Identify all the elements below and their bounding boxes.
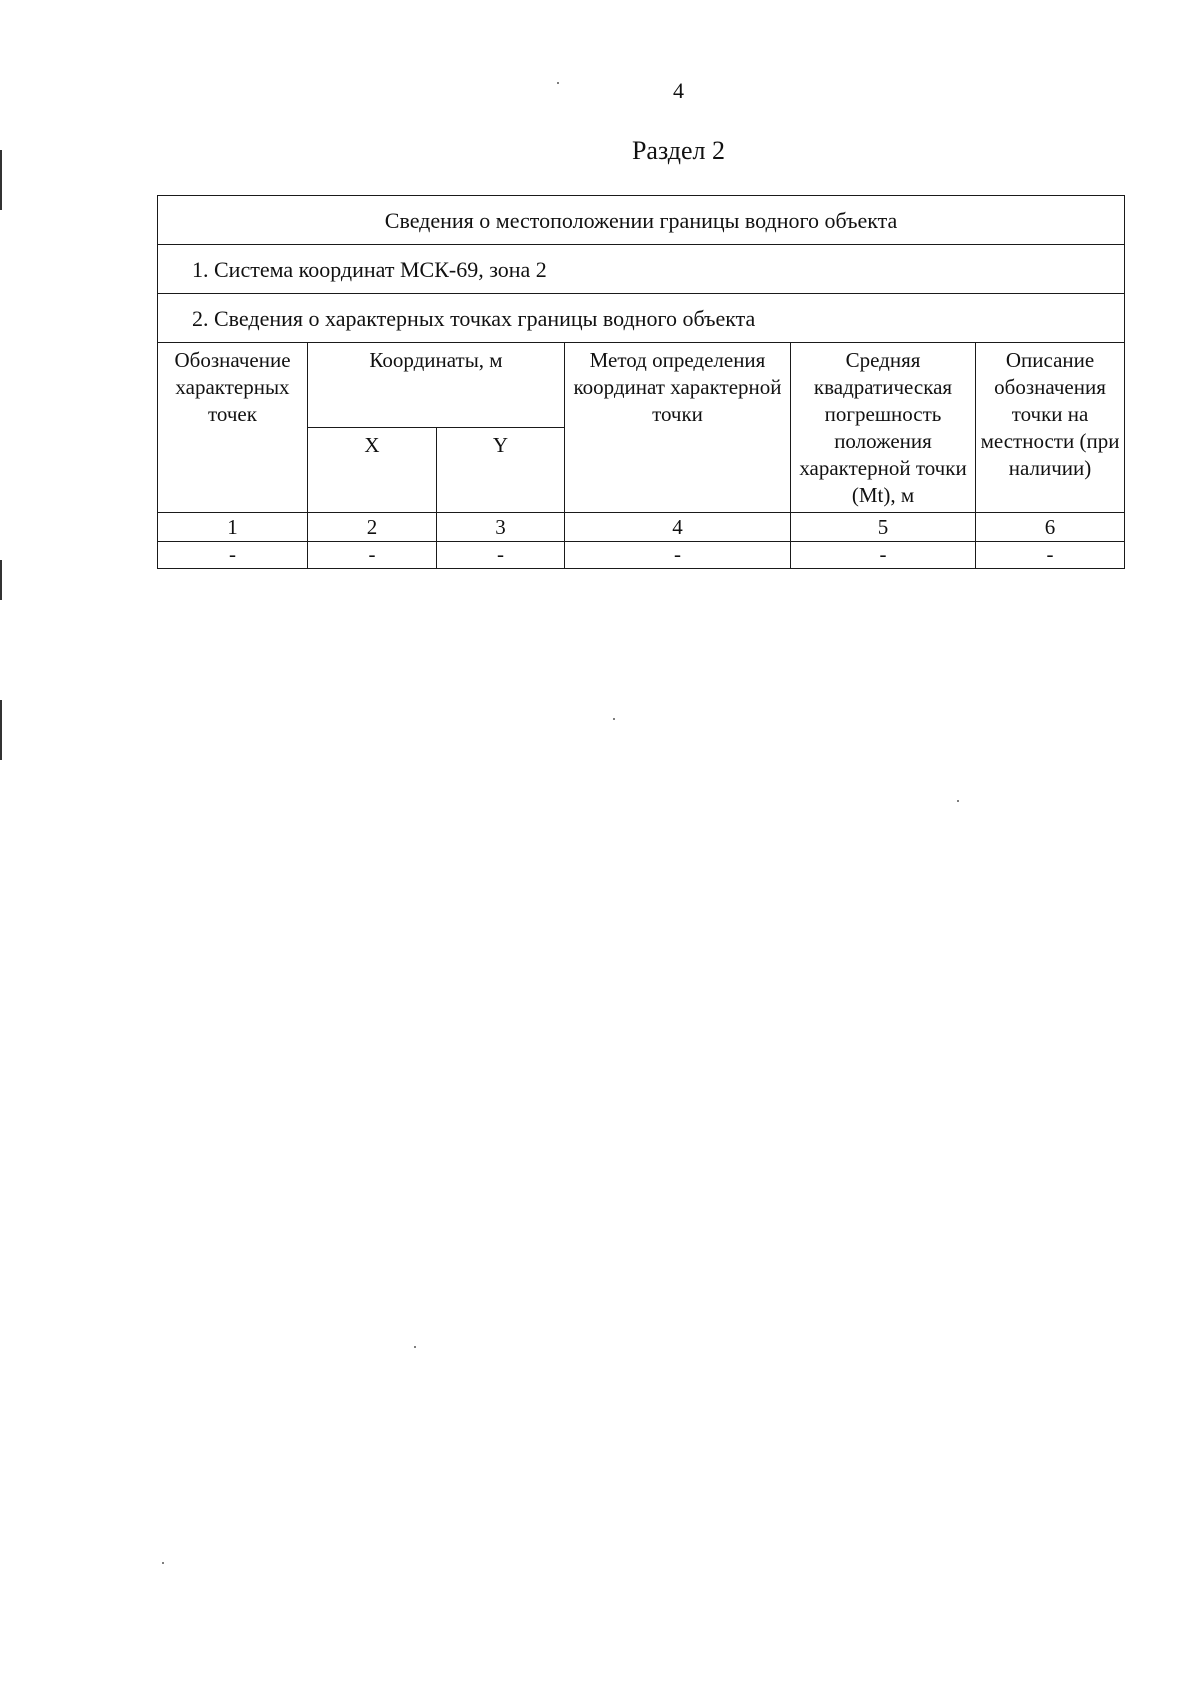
scan-speck [162,1562,164,1564]
table-title: Сведения о местоположении границы водного объекта [158,196,1125,245]
header-error: Средняя квадратическая погрешность положения характерной точки (Mt), м [791,343,976,513]
header-y: Y [437,428,565,513]
scan-speck [957,800,959,802]
section-title: Раздел 2 [631,136,726,165]
scan-edge-mark [0,560,2,600]
scan-edge-mark [0,700,2,760]
table-cell: - [976,542,1125,569]
column-number: 6 [976,513,1125,542]
table-cell: - [308,542,437,569]
column-number-row [158,513,1125,542]
table-cell: - [158,542,308,569]
table-cell: - [565,542,791,569]
header-coordinates: Координаты, м [308,343,565,428]
column-number: 3 [437,513,565,542]
points-heading-row: 2. Сведения о характерных точках границы водного объекта [158,294,1125,343]
page-number: 4 [673,78,684,103]
column-number: 2 [308,513,437,542]
scan-speck [414,1346,416,1348]
table-cell: - [791,542,976,569]
boundary-table [157,195,1125,569]
column-number: 4 [565,513,791,542]
coordinate-system-row: 1. Система координат МСК-69, зона 2 [158,245,1125,294]
scan-speck [613,718,615,720]
header-description: Описание обозначения точки на местности (при наличии) [976,343,1125,513]
table-cell: - [437,542,565,569]
column-number: 5 [791,513,976,542]
header-method: Метод определения координат характерной точки [565,343,791,513]
header-x: X [308,428,437,513]
header-designation: Обозначение характерных точек [158,343,308,513]
table-row [158,542,1125,569]
column-number: 1 [158,513,308,542]
